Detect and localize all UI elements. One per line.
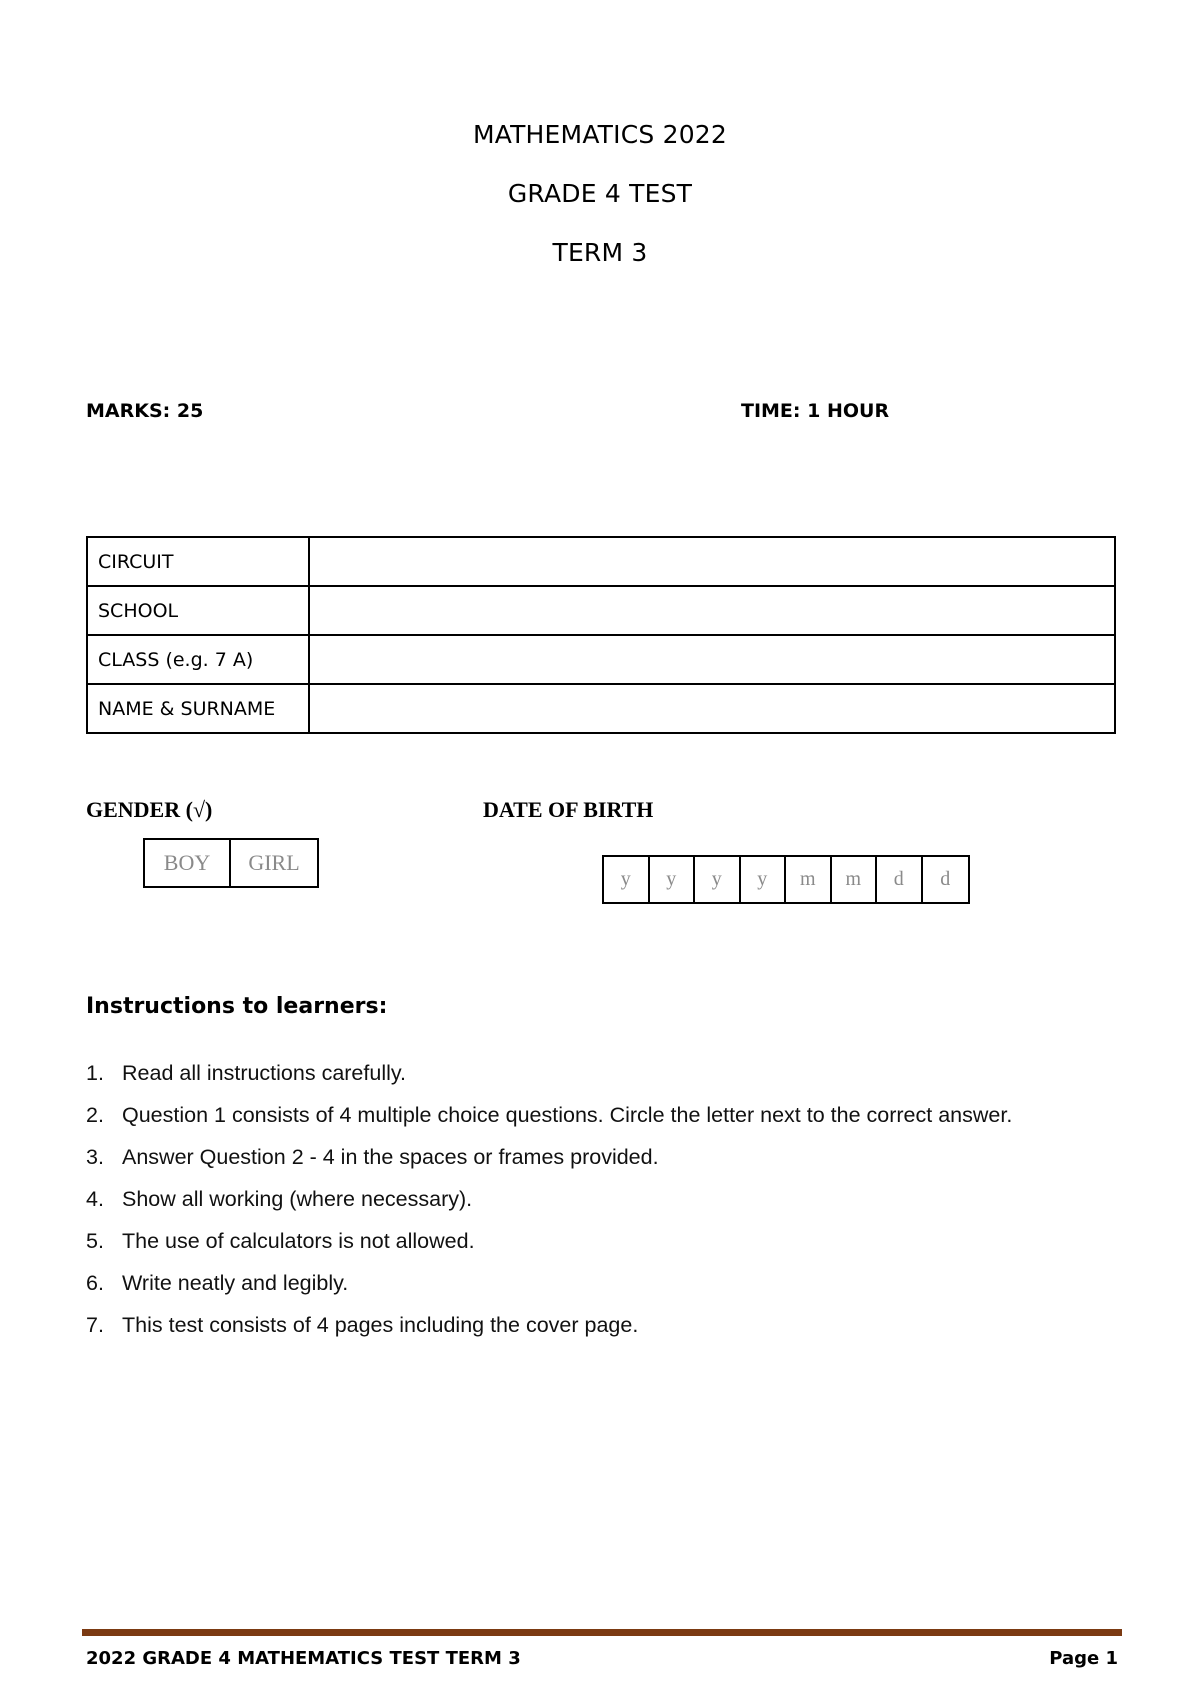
list-item-number: 3. xyxy=(86,1145,104,1169)
footer-rule xyxy=(82,1629,1122,1636)
gender-girl-box[interactable]: GIRL xyxy=(248,850,300,875)
list-item xyxy=(86,1178,1096,1220)
list-item xyxy=(86,1094,1096,1136)
term-title: TERM 3 xyxy=(552,238,648,267)
list-item-number: 2. xyxy=(86,1103,104,1127)
name-surname-label: NAME & SURNAME xyxy=(87,684,309,733)
gender-heading: GENDER (√) xyxy=(86,797,213,822)
dob-year-box[interactable]: y xyxy=(604,857,650,902)
class-field[interactable] xyxy=(309,635,1115,684)
gender-boxes xyxy=(143,838,319,888)
name-surname-field[interactable] xyxy=(309,684,1115,733)
time-label: TIME: 1 HOUR xyxy=(741,400,890,422)
dob-boxes xyxy=(602,855,970,904)
list-item-number: 7. xyxy=(86,1313,104,1337)
dob-year-box[interactable]: y xyxy=(741,857,787,902)
dob-month-box[interactable]: m xyxy=(786,857,832,902)
marks-label: MARKS: 25 xyxy=(86,400,204,422)
list-item-number: 1. xyxy=(86,1061,104,1085)
dob-month-box[interactable]: m xyxy=(832,857,878,902)
page-number: Page 1 xyxy=(1049,1648,1118,1669)
dob-year-box[interactable]: y xyxy=(650,857,696,902)
list-item-text: This test consists of 4 pages including the cover page. xyxy=(122,1313,639,1337)
school-label: SCHOOL xyxy=(87,586,309,635)
list-item xyxy=(86,1304,1096,1346)
list-item-number: 4. xyxy=(86,1187,104,1211)
instructions-list xyxy=(86,1052,1096,1346)
table-row xyxy=(87,635,1115,684)
dob-day-box[interactable]: d xyxy=(940,868,951,890)
table-row xyxy=(87,586,1115,635)
circuit-field[interactable] xyxy=(309,537,1115,586)
dob-day-box[interactable]: d xyxy=(877,857,923,902)
grade-title: GRADE 4 TEST xyxy=(507,179,693,208)
class-label: CLASS (e.g. 7 A) xyxy=(87,635,309,684)
list-item xyxy=(86,1262,1096,1304)
page-title: MATHEMATICS 2022 xyxy=(472,120,728,149)
instructions-heading: Instructions to learners: xyxy=(86,994,388,1019)
list-item xyxy=(86,1136,1096,1178)
list-item-text: The use of calculators is not allowed. xyxy=(122,1229,475,1253)
list-item-number: 6. xyxy=(86,1271,104,1295)
list-item-text: Answer Question 2 - 4 in the spaces or frames provided. xyxy=(122,1145,659,1169)
circuit-label: CIRCUIT xyxy=(87,537,309,586)
list-item-text: Question 1 consists of 4 multiple choice questions. Circle the letter next to the correct answer. xyxy=(122,1103,1013,1127)
list-item-text: Write neatly and legibly. xyxy=(122,1271,349,1295)
learner-info-table xyxy=(86,536,1116,734)
school-field[interactable] xyxy=(309,586,1115,635)
list-item-number: 5. xyxy=(86,1229,104,1253)
table-row xyxy=(87,684,1115,733)
footer-title: 2022 GRADE 4 MATHEMATICS TEST TERM 3 xyxy=(86,1648,521,1669)
list-item xyxy=(86,1052,1096,1094)
list-item-text: Show all working (where necessary). xyxy=(122,1187,473,1211)
list-item-text: Read all instructions carefully. xyxy=(122,1061,407,1085)
dob-year-box[interactable]: y xyxy=(695,857,741,902)
list-item xyxy=(86,1220,1096,1262)
table-row xyxy=(87,537,1115,586)
gender-boy-box[interactable]: BOY xyxy=(145,840,231,886)
dob-heading: DATE OF BIRTH xyxy=(483,797,654,822)
